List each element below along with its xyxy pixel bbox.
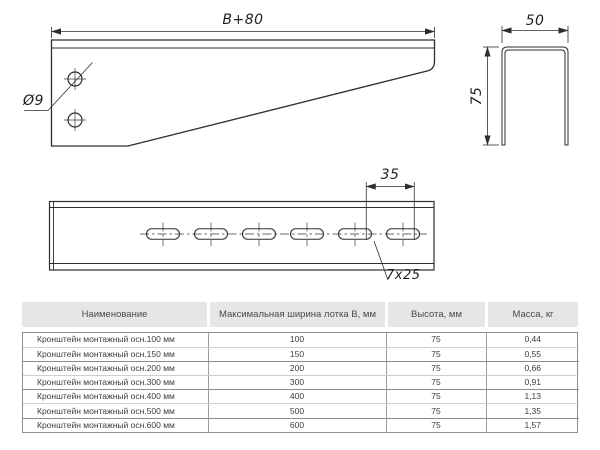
cell-mass: 1,13	[486, 390, 579, 404]
cell-name: Кронштейн монтажный осн.100 мм	[23, 333, 208, 347]
table-row	[23, 418, 579, 432]
header-max-width: Максимальная ширина лотка B, мм	[207, 302, 385, 327]
cell-width: 150	[208, 347, 386, 361]
cell-height: 75	[386, 390, 486, 404]
cell-mass: 0,44	[486, 333, 579, 347]
cell-height: 75	[386, 376, 486, 390]
cell-name: Кронштейн монтажный осн.500 мм	[23, 404, 208, 418]
header-mass: Масса, кг	[485, 302, 578, 327]
cell-name: Кронштейн монтажный осн.400 мм	[23, 390, 208, 404]
spec-table	[22, 302, 578, 433]
dim-label-slot-size: 7x25	[386, 268, 421, 283]
cell-height: 75	[386, 361, 486, 375]
table-row	[23, 333, 579, 347]
header-name: Наименование	[22, 302, 207, 327]
table-row	[23, 390, 579, 404]
cell-mass: 0,55	[486, 347, 579, 361]
cell-mass: 0,91	[486, 376, 579, 390]
cell-name: Кронштейн монтажный осн.300 мм	[23, 376, 208, 390]
cell-width: 100	[208, 333, 386, 347]
cell-height: 75	[386, 404, 486, 418]
cell-width: 300	[208, 376, 386, 390]
dim-label-section-height: 75	[469, 86, 485, 106]
cell-name: Кронштейн монтажный осн.150 мм	[23, 347, 208, 361]
header-height: Высота, мм	[385, 302, 485, 327]
cell-height: 75	[386, 418, 486, 432]
side-view	[24, 27, 435, 146]
cell-name: Кронштейн монтажный осн.600 мм	[37, 419, 175, 430]
cell-mass: 1,57	[486, 418, 579, 432]
spec-table-header	[22, 302, 578, 327]
dim-label-slot-pitch: 35	[380, 167, 400, 183]
cell-width: 500	[208, 404, 386, 418]
dim-label-length: B+80	[222, 12, 264, 28]
cell-width: 400	[208, 390, 386, 404]
cell-mass: 0,66	[486, 361, 579, 375]
table-row	[23, 361, 579, 375]
table-row	[23, 376, 579, 390]
cell-width: 200	[208, 361, 386, 375]
cell-height: 75	[386, 333, 486, 347]
table-row	[23, 347, 579, 361]
dim-label-section-width: 50	[525, 13, 545, 29]
cell-width: 600	[208, 418, 386, 432]
cell-name: Кронштейн монтажный осн.200 мм	[23, 361, 208, 375]
cell-mass: 1,35	[486, 404, 579, 418]
plan-view	[50, 182, 435, 280]
cell-height: 75	[386, 347, 486, 361]
section-view	[483, 26, 568, 145]
table-row	[23, 404, 579, 418]
dim-label-hole-diameter: Ø9	[23, 93, 44, 109]
